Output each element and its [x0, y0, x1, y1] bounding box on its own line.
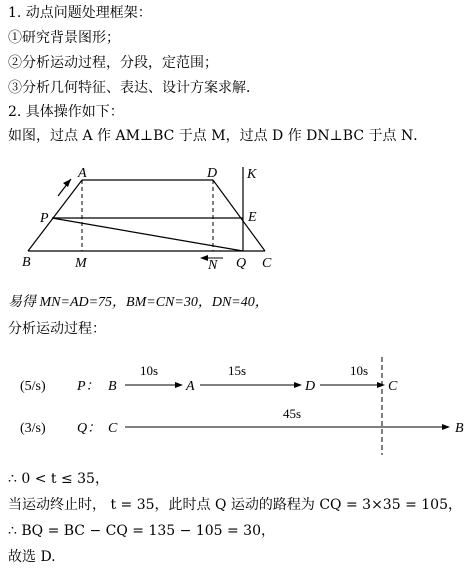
bq-computation: ∴ BQ = BC − CQ = 135 − 105 = 30，	[8, 523, 275, 539]
q-rate: (3/s)	[20, 421, 46, 436]
construction-text: 如图，过点 A 作 AM⊥BC 于点 M，过点 D 作 DN⊥BC 于点 N．	[8, 128, 428, 144]
motion-timeline	[0, 355, 468, 475]
p-rate: (5/s)	[20, 379, 46, 394]
p-label: P：	[77, 379, 100, 394]
p-time-BA: 10s	[140, 363, 159, 378]
p-point-C: C	[388, 379, 398, 394]
p-point-B: B	[108, 379, 117, 394]
label-K: K	[247, 167, 257, 182]
step-2: ②分析运动过程，分段，定范围；	[8, 55, 218, 71]
label-B: B	[22, 255, 31, 270]
q-label: Q：	[77, 421, 102, 436]
label-E: E	[248, 210, 257, 225]
answer: 故选 D.	[8, 549, 56, 565]
q-time: 45s	[283, 406, 302, 421]
heading-operation: 2. 具体操作如下：	[8, 104, 124, 120]
t-range: ∴ 0 < t ≤ 35，	[8, 471, 109, 487]
label-M: M	[75, 256, 87, 271]
label-Q: Q	[236, 256, 247, 271]
p-point-A: A	[186, 379, 195, 394]
heading-framework: 1. 动点问题处理框架：	[8, 5, 152, 21]
given-values: 易得 MN=AD=75，BM=CN=30，DN=40，	[8, 295, 269, 310]
step-1: ①研究背景图形；	[8, 30, 120, 46]
label-A: A	[78, 166, 87, 181]
step-3: ③分析几何特征、表达、设计方案求解．	[8, 80, 260, 96]
label-D: D	[207, 166, 218, 181]
label-C: C	[262, 256, 272, 271]
p-point-D: D	[305, 379, 316, 394]
p-time-DC: 10s	[350, 363, 369, 378]
label-N: N	[208, 258, 218, 273]
q-point-B: B	[455, 421, 464, 436]
q-point-C: C	[108, 421, 118, 436]
label-P: P	[40, 211, 49, 226]
termination-text: 当运动终止时， t = 35，此时点 Q 运动的路程为 CQ = 3×35 = 105，	[8, 497, 462, 513]
analysis-heading: 分析运动过程：	[8, 321, 106, 337]
p-time-AD: 15s	[228, 363, 247, 378]
